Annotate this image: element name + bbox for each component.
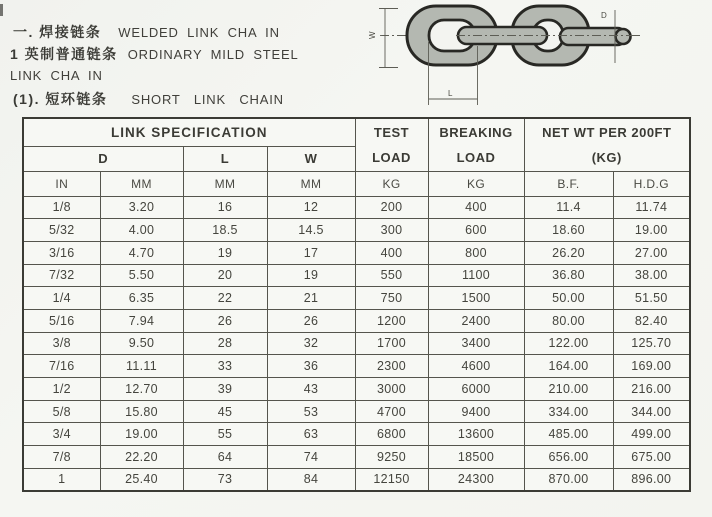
- cell-d-mm: 4.00: [100, 219, 183, 242]
- intro-line-1: [13, 22, 299, 44]
- spec-row: [23, 287, 690, 310]
- cell-d-mm: 4.70: [100, 241, 183, 264]
- cell-net-wt-hdg: 499.00: [613, 423, 690, 446]
- cell-w-mm: 12: [267, 196, 355, 219]
- intro-line-2-cn: 1 英制普通链条: [10, 45, 118, 62]
- intro-line-1-cn: 一. 焊接链条: [13, 24, 102, 40]
- header-link-specification: LINK SPECIFICATION: [23, 118, 355, 146]
- spec-row: [23, 423, 690, 446]
- cell-net-wt-hdg: 38.00: [613, 264, 690, 287]
- cell-net-wt-bf: 870.00: [524, 468, 613, 491]
- spec-table-body: [23, 196, 690, 491]
- cell-l-mm: 28: [183, 332, 267, 355]
- cell-size-in: 3/8: [23, 332, 100, 355]
- cell-w-mm: 32: [267, 332, 355, 355]
- cell-w-mm: 26: [267, 309, 355, 332]
- cell-net-wt-hdg: 82.40: [613, 309, 690, 332]
- cell-w-mm: 84: [267, 468, 355, 491]
- intro-heading: [10, 22, 299, 111]
- cell-breaking-load: 600: [428, 219, 524, 242]
- cell-l-mm: 45: [183, 400, 267, 423]
- intro-line-2: [10, 44, 299, 66]
- cell-net-wt-hdg: 216.00: [613, 378, 690, 401]
- cell-l-mm: 19: [183, 241, 267, 264]
- unit-d-mm: MM: [100, 171, 183, 196]
- cell-size-in: 7/8: [23, 446, 100, 469]
- cell-w-mm: 43: [267, 378, 355, 401]
- spec-row: [23, 241, 690, 264]
- spec-row: [23, 468, 690, 491]
- cell-breaking-load: 13600: [428, 423, 524, 446]
- cell-size-in: 1/8: [23, 196, 100, 219]
- cell-net-wt-bf: 18.60: [524, 219, 613, 242]
- cell-size-in: 5/32: [23, 219, 100, 242]
- cell-size-in: 3/16: [23, 241, 100, 264]
- spec-row: [23, 264, 690, 287]
- spec-row: [23, 400, 690, 423]
- cell-net-wt-hdg: 125.70: [613, 332, 690, 355]
- intro-line-4-en: SHORT LINK CHAIN: [131, 92, 284, 107]
- cell-l-mm: 39: [183, 378, 267, 401]
- unit-hdg: H.D.G: [613, 171, 690, 196]
- cell-w-mm: 21: [267, 287, 355, 310]
- header-test-load: TEST LOAD: [355, 118, 428, 171]
- cell-size-in: 5/16: [23, 309, 100, 332]
- cell-breaking-load: 2400: [428, 309, 524, 332]
- cell-test-load: 4700: [355, 400, 428, 423]
- cell-d-mm: 19.00: [100, 423, 183, 446]
- cell-d-mm: 3.20: [100, 196, 183, 219]
- header-net-wt: NET WT PER 200FT (KG): [524, 118, 690, 171]
- cell-net-wt-bf: 656.00: [524, 446, 613, 469]
- cell-net-wt-bf: 334.00: [524, 400, 613, 423]
- cell-net-wt-hdg: 169.00: [613, 355, 690, 378]
- unit-in: IN: [23, 171, 100, 196]
- cell-net-wt-bf: 210.00: [524, 378, 613, 401]
- cell-l-mm: 64: [183, 446, 267, 469]
- cell-w-mm: 19: [267, 264, 355, 287]
- unit-l-mm: MM: [183, 171, 267, 196]
- unit-bf: B.F.: [524, 171, 613, 196]
- cell-net-wt-hdg: 896.00: [613, 468, 690, 491]
- dim-label-d: D: [601, 11, 607, 20]
- spec-table: [22, 117, 691, 492]
- cell-breaking-load: 3400: [428, 332, 524, 355]
- cell-w-mm: 63: [267, 423, 355, 446]
- cell-net-wt-hdg: 344.00: [613, 400, 690, 423]
- cell-breaking-load: 24300: [428, 468, 524, 491]
- cell-net-wt-bf: 50.00: [524, 287, 613, 310]
- intro-line-4: [13, 89, 299, 111]
- intro-line-3: [10, 65, 299, 87]
- cell-test-load: 2300: [355, 355, 428, 378]
- cell-net-wt-hdg: 51.50: [613, 287, 690, 310]
- unit-breaking-kg: KG: [428, 171, 524, 196]
- cell-l-mm: 16: [183, 196, 267, 219]
- cell-test-load: 1700: [355, 332, 428, 355]
- cell-breaking-load: 18500: [428, 446, 524, 469]
- cell-size-in: 3/4: [23, 423, 100, 446]
- cell-net-wt-bf: 36.80: [524, 264, 613, 287]
- cell-test-load: 200: [355, 196, 428, 219]
- header-breaking-load: BREAKING LOAD: [428, 118, 524, 171]
- cell-w-mm: 14.5: [267, 219, 355, 242]
- spec-row: [23, 355, 690, 378]
- cell-breaking-load: 800: [428, 241, 524, 264]
- cell-net-wt-hdg: 27.00: [613, 241, 690, 264]
- cell-test-load: 300: [355, 219, 428, 242]
- cell-test-load: 6800: [355, 423, 428, 446]
- cell-test-load: 12150: [355, 468, 428, 491]
- cell-size-in: 1/2: [23, 378, 100, 401]
- unit-test-kg: KG: [355, 171, 428, 196]
- cell-d-mm: 7.94: [100, 309, 183, 332]
- cell-breaking-load: 1500: [428, 287, 524, 310]
- intro-line-4-cn: (1). 短环链条: [13, 91, 108, 107]
- cell-l-mm: 55: [183, 423, 267, 446]
- intro-line-2-en: ORDINARY MILD STEEL: [127, 46, 299, 62]
- cell-l-mm: 22: [183, 287, 267, 310]
- cell-test-load: 1200: [355, 309, 428, 332]
- cell-l-mm: 73: [183, 468, 267, 491]
- cell-l-mm: 26: [183, 309, 267, 332]
- cell-net-wt-hdg: 675.00: [613, 446, 690, 469]
- cell-d-mm: 5.50: [100, 264, 183, 287]
- cell-net-wt-hdg: 19.00: [613, 219, 690, 242]
- header-d: D: [23, 146, 183, 171]
- cell-d-mm: 15.80: [100, 400, 183, 423]
- spec-row: [23, 196, 690, 219]
- spec-row: [23, 219, 690, 242]
- cell-breaking-load: 1100: [428, 264, 524, 287]
- cell-l-mm: 18.5: [183, 219, 267, 242]
- spec-row: [23, 309, 690, 332]
- dim-label-w: W: [368, 31, 377, 39]
- cell-size-in: 7/32: [23, 264, 100, 287]
- spec-table-head: [23, 118, 690, 196]
- cell-d-mm: 11.11: [100, 355, 183, 378]
- cell-net-wt-hdg: 11.74: [613, 196, 690, 219]
- cell-size-in: 1: [23, 468, 100, 491]
- cell-net-wt-bf: 11.4: [524, 196, 613, 219]
- cell-d-mm: 12.70: [100, 378, 183, 401]
- chain-diagram: [360, 2, 660, 112]
- scan-artifact: [0, 4, 3, 16]
- header-w: W: [267, 146, 355, 171]
- cell-net-wt-bf: 485.00: [524, 423, 613, 446]
- cell-breaking-load: 6000: [428, 378, 524, 401]
- cell-d-mm: 22.20: [100, 446, 183, 469]
- cell-l-mm: 20: [183, 264, 267, 287]
- cell-test-load: 750: [355, 287, 428, 310]
- cell-size-in: 5/8: [23, 400, 100, 423]
- header-l: L: [183, 146, 267, 171]
- cell-w-mm: 53: [267, 400, 355, 423]
- cell-breaking-load: 4600: [428, 355, 524, 378]
- spec-row: [23, 332, 690, 355]
- cell-breaking-load: 400: [428, 196, 524, 219]
- cell-breaking-load: 9400: [428, 400, 524, 423]
- intro-line-3-en: LINK CHA IN: [10, 68, 103, 83]
- unit-w-mm: MM: [267, 171, 355, 196]
- cell-l-mm: 33: [183, 355, 267, 378]
- cell-w-mm: 17: [267, 241, 355, 264]
- cell-d-mm: 6.35: [100, 287, 183, 310]
- cell-net-wt-bf: 122.00: [524, 332, 613, 355]
- cell-size-in: 7/16: [23, 355, 100, 378]
- cell-w-mm: 74: [267, 446, 355, 469]
- cell-test-load: 9250: [355, 446, 428, 469]
- cell-test-load: 550: [355, 264, 428, 287]
- cell-test-load: 3000: [355, 378, 428, 401]
- cell-size-in: 1/4: [23, 287, 100, 310]
- spec-row: [23, 446, 690, 469]
- dim-label-l: L: [448, 89, 453, 98]
- spec-row: [23, 378, 690, 401]
- cell-d-mm: 9.50: [100, 332, 183, 355]
- rod-end-circle: [616, 29, 631, 44]
- cell-d-mm: 25.40: [100, 468, 183, 491]
- cell-test-load: 400: [355, 241, 428, 264]
- cell-net-wt-bf: 164.00: [524, 355, 613, 378]
- cell-net-wt-bf: 80.00: [524, 309, 613, 332]
- intro-line-1-en: WELDED LINK CHA IN: [118, 25, 280, 40]
- cell-w-mm: 36: [267, 355, 355, 378]
- cell-net-wt-bf: 26.20: [524, 241, 613, 264]
